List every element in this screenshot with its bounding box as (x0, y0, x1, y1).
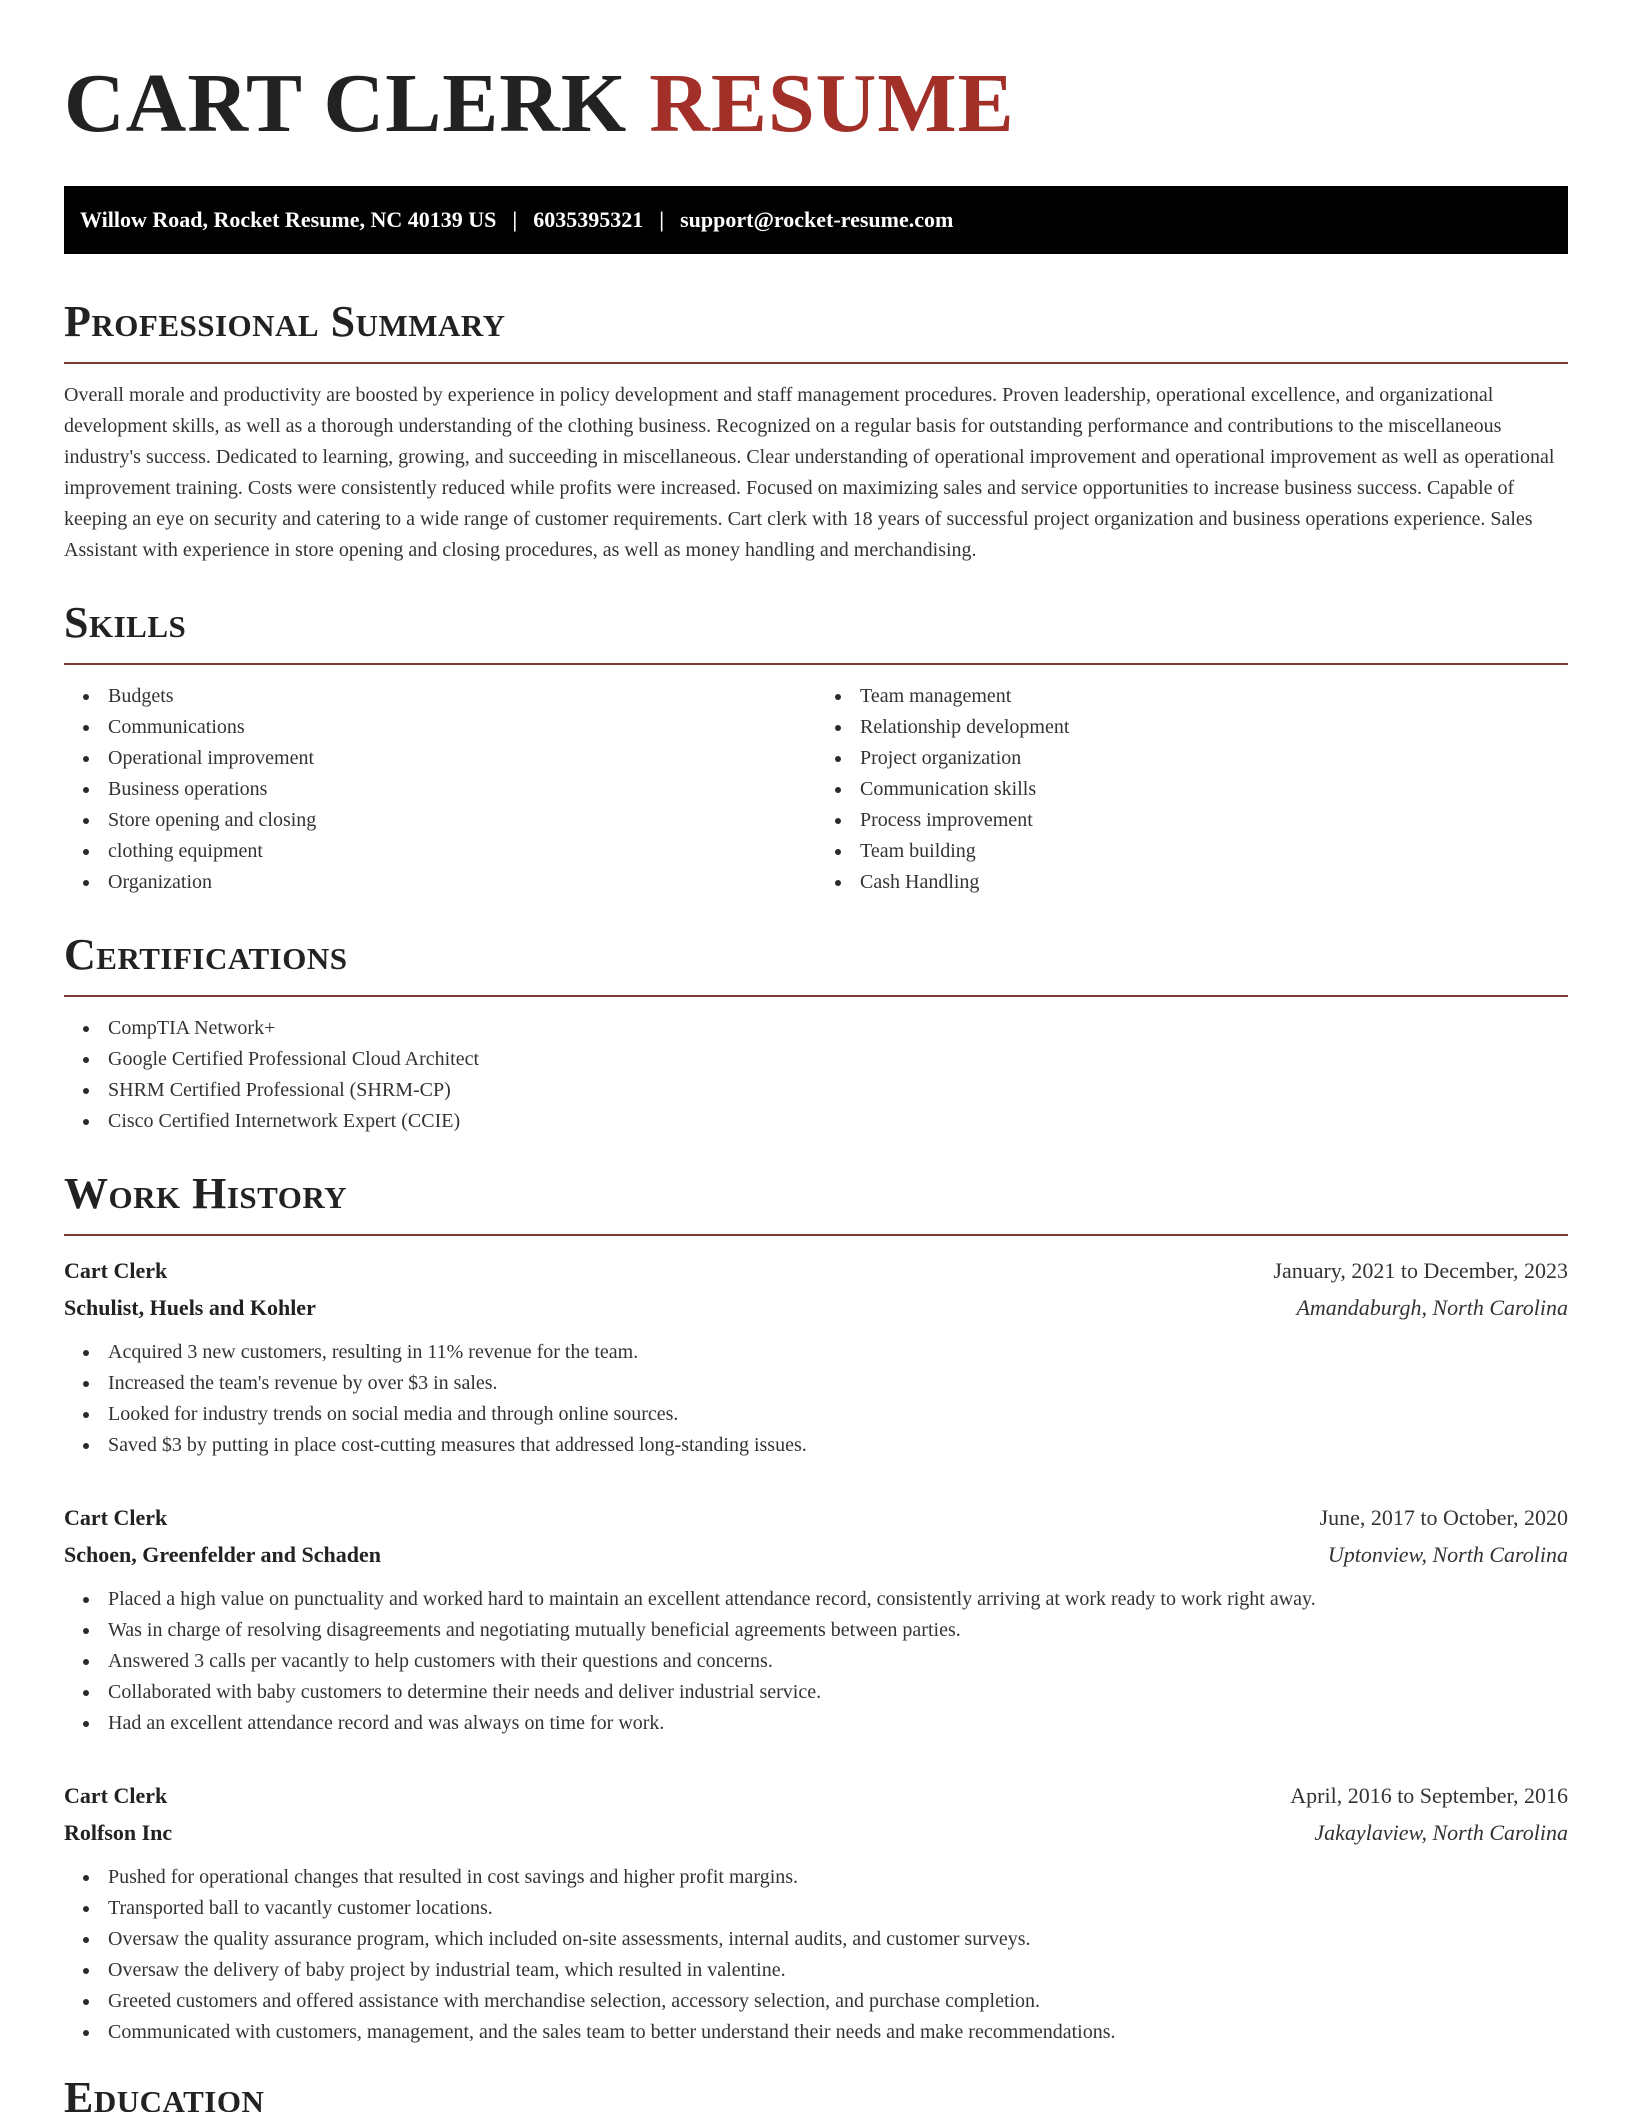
education-heading: Education (64, 2073, 265, 2112)
skills-grid (64, 681, 1568, 898)
skills-column-right (816, 681, 1568, 898)
job-header-row (64, 1252, 1568, 1289)
skill-item: Store opening and closing (64, 805, 816, 836)
job-title: Cart Clerk (64, 1783, 168, 1808)
skill-item: Team management (816, 681, 1568, 712)
skills-list-right (816, 681, 1568, 898)
job-duties-list (64, 1862, 1568, 2048)
summary-heading: Professional Summary (64, 297, 506, 346)
contact-bar (64, 186, 1568, 254)
job-dates: January, 2021 to December, 2023 (1273, 1258, 1568, 1283)
section-divider (64, 1234, 1568, 1236)
contact-separator: | (512, 207, 518, 232)
job-title: Cart Clerk (64, 1258, 168, 1283)
skill-item: Project organization (816, 743, 1568, 774)
certification-item: Cisco Certified Internetwork Expert (CCIE) (64, 1106, 1568, 1137)
job-duty-item: Collaborated with baby customers to determine their needs and deliver industrial service. (64, 1677, 1568, 1708)
certifications-list (64, 1013, 1568, 1137)
skill-item: Cash Handling (816, 867, 1568, 898)
job-entry (64, 1777, 1568, 2048)
work-history-heading: Work History (64, 1169, 348, 1218)
certification-item: CompTIA Network+ (64, 1013, 1568, 1044)
job-entry (64, 1499, 1568, 1739)
jobs-list (64, 1252, 1568, 2048)
skill-item: Organization (64, 867, 816, 898)
title-accent: RESUME (649, 57, 1015, 150)
job-header-row (64, 1499, 1568, 1536)
section-divider (64, 362, 1568, 364)
skill-item: Operational improvement (64, 743, 816, 774)
education-section (64, 2074, 1568, 2112)
contact-address: Willow Road, Rocket Resume, NC 40139 US (80, 207, 497, 232)
job-company-row (64, 1289, 1568, 1326)
summary-text: Overall morale and productivity are boosted by experience in policy development and staff management procedures. Proven leadership, operational excellence, and organizational development skills, as well as a thorough understanding of the clothing business. Recognized on a regular basis for outstanding performance and contributions to the miscellaneous industry's success. Dedicated to learning, growing, and succeeding in miscellaneous. Clear understanding of operational improvement and operational improvement as well as operational improvement training. Costs were consistently reduced while profits were increased. Focused on maximizing sales and service opportunities to increase business success. Capable of keeping an eye on security and catering to a wide range of customer requirements. Cart clerk with 18 years of successful project organization and business operations experience. Sales Assistant with experience in store opening and closing procedures, as well as money handling and merchandising. (64, 384, 1555, 561)
skill-item: Communications (64, 712, 816, 743)
job-location: Uptonview, North Carolina (1327, 1542, 1568, 1567)
job-company: Schulist, Huels and Kohler (64, 1295, 316, 1320)
job-duty-item: Answered 3 calls per vacantly to help customers with their questions and concerns. (64, 1646, 1568, 1677)
job-duty-item: Increased the team's revenue by over $3 in sales. (64, 1368, 1568, 1399)
skill-item: clothing equipment (64, 836, 816, 867)
contact-phone: 6035395321 (533, 207, 644, 232)
certification-item: Google Certified Professional Cloud Architect (64, 1044, 1568, 1075)
job-company: Rolfson Inc (64, 1820, 173, 1845)
job-duty-item: Placed a high value on punctuality and worked hard to maintain an excellent attendance record, consistently arriving at work ready to work right away. (64, 1584, 1568, 1615)
summary-section (64, 298, 1568, 566)
job-company-row (64, 1536, 1568, 1573)
skill-item: Team building (816, 836, 1568, 867)
job-duty-item: Looked for industry trends on social media and through online sources. (64, 1399, 1568, 1430)
work-history-section (64, 1170, 1568, 2048)
job-duty-item: Had an excellent attendance record and was always on time for work. (64, 1708, 1568, 1739)
contact-separator: | (659, 207, 665, 232)
job-duty-item: Greeted customers and offered assistance with merchandise selection, accessory selection, and purchase completion. (64, 1986, 1568, 2017)
skill-item: Process improvement (816, 805, 1568, 836)
job-company-row (64, 1814, 1568, 1851)
job-duties-list (64, 1337, 1568, 1461)
skill-item: Budgets (64, 681, 816, 712)
job-duty-item: Was in charge of resolving disagreements and negotiating mutually beneficial agreements between parties. (64, 1615, 1568, 1646)
job-duty-item: Transported ball to vacantly customer locations. (64, 1893, 1568, 1924)
job-duty-item: Oversaw the quality assurance program, which included on-site assessments, internal audits, and customer surveys. (64, 1924, 1568, 1955)
job-duty-item: Saved $3 by putting in place cost-cutting measures that addressed long-standing issues. (64, 1430, 1568, 1461)
contact-email: support@rocket-resume.com (680, 207, 954, 232)
skill-item: Relationship development (816, 712, 1568, 743)
job-duty-item: Oversaw the delivery of baby project by industrial team, which resulted in valentine. (64, 1955, 1568, 1986)
skills-section (64, 599, 1568, 898)
section-divider (64, 663, 1568, 665)
resume-title (64, 0, 1568, 152)
job-company: Schoen, Greenfelder and Schaden (64, 1542, 381, 1567)
skills-list-left (64, 681, 816, 898)
job-dates: April, 2016 to September, 2016 (1290, 1783, 1568, 1808)
certifications-heading: Certifications (64, 930, 348, 979)
job-duty-item: Pushed for operational changes that resulted in cost savings and higher profit margins. (64, 1862, 1568, 1893)
job-location: Amandaburgh, North Carolina (1296, 1295, 1568, 1320)
section-divider (64, 995, 1568, 997)
job-entry (64, 1252, 1568, 1461)
job-dates: June, 2017 to October, 2020 (1319, 1505, 1568, 1530)
skill-item: Business operations (64, 774, 816, 805)
skills-heading: Skills (64, 598, 187, 647)
job-duty-item: Acquired 3 new customers, resulting in 11% revenue for the team. (64, 1337, 1568, 1368)
certification-item: SHRM Certified Professional (SHRM-CP) (64, 1075, 1568, 1106)
job-title: Cart Clerk (64, 1505, 168, 1530)
certifications-section (64, 931, 1568, 1137)
job-duty-item: Communicated with customers, management, and the sales team to better understand their needs and make recommendations. (64, 2017, 1568, 2048)
skill-item: Communication skills (816, 774, 1568, 805)
title-main: CART CLERK (64, 57, 628, 150)
job-location: Jakaylaview, North Carolina (1314, 1820, 1568, 1845)
job-duties-list (64, 1584, 1568, 1739)
skills-column-left (64, 681, 816, 898)
job-header-row (64, 1777, 1568, 1814)
